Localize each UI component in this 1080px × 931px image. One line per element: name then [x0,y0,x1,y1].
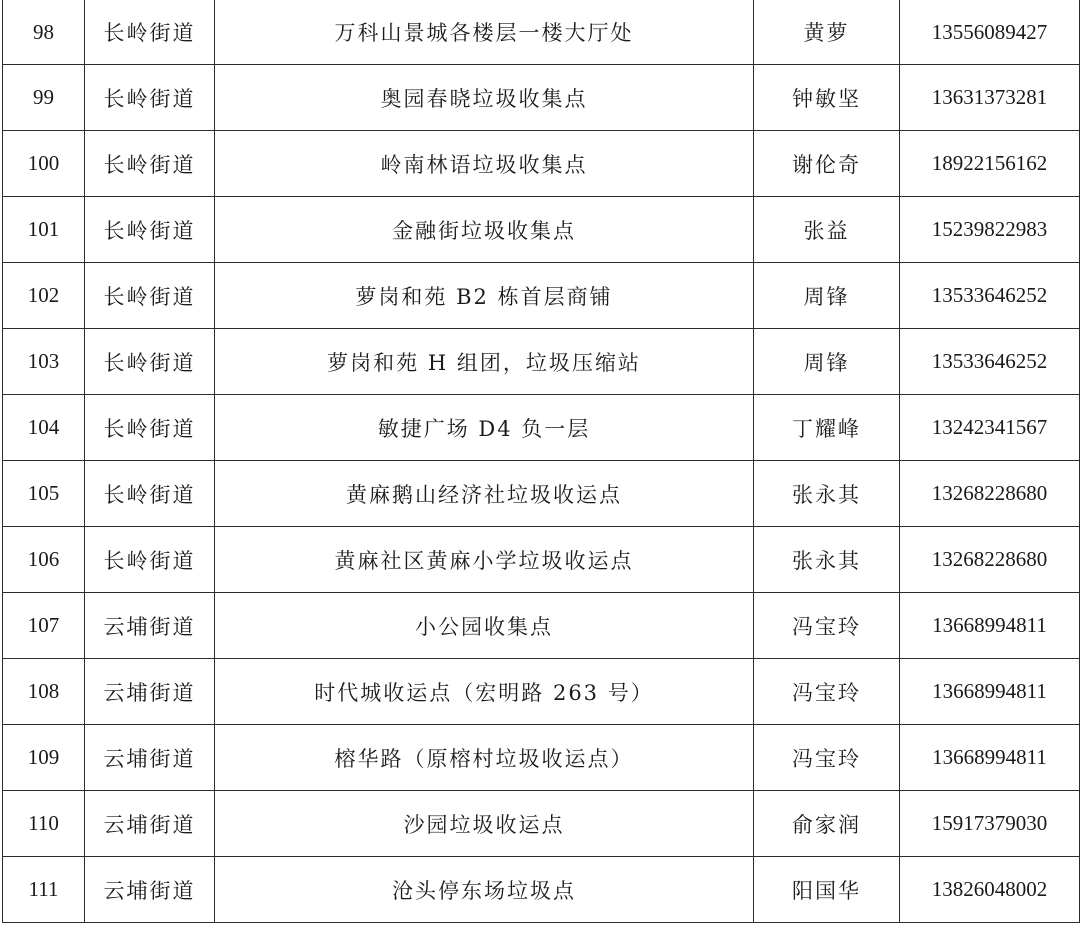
table-body [3,0,1080,923]
phone-cell: 13268228680 [900,527,1080,593]
contact-cell: 谢伦奇 [754,131,900,197]
collection-point-table [2,0,1080,923]
row-number-cell: 108 [3,659,85,725]
location-cell: 萝岗和苑 B2 栋首层商铺 [215,263,754,329]
contact-cell: 俞家润 [754,791,900,857]
table-row [3,725,1080,791]
street-cell: 云埔街道 [85,857,215,923]
phone-cell: 13668994811 [900,725,1080,791]
contact-cell: 张永其 [754,527,900,593]
location-cell: 榕华路（原榕村垃圾收运点） [215,725,754,791]
location-cell: 黄麻社区黄麻小学垃圾收运点 [215,527,754,593]
table-row [3,659,1080,725]
street-cell: 长岭街道 [85,461,215,527]
row-number-cell: 107 [3,593,85,659]
street-cell: 云埔街道 [85,659,215,725]
contact-cell: 周锋 [754,263,900,329]
street-cell: 长岭街道 [85,197,215,263]
phone-cell: 15239822983 [900,197,1080,263]
table-row [3,461,1080,527]
row-number-cell: 102 [3,263,85,329]
contact-cell: 周锋 [754,329,900,395]
street-cell: 长岭街道 [85,131,215,197]
row-number-cell: 100 [3,131,85,197]
phone-cell: 13826048002 [900,857,1080,923]
street-cell: 长岭街道 [85,527,215,593]
table-row [3,0,1080,65]
row-number-cell: 109 [3,725,85,791]
table-row [3,65,1080,131]
phone-cell: 13668994811 [900,659,1080,725]
street-cell: 长岭街道 [85,65,215,131]
location-cell: 黄麻鹅山经济社垃圾收运点 [215,461,754,527]
table-row [3,197,1080,263]
row-number-cell: 103 [3,329,85,395]
table-row [3,329,1080,395]
street-cell: 长岭街道 [85,263,215,329]
row-number-cell: 106 [3,527,85,593]
table-row [3,857,1080,923]
location-cell: 萝岗和苑 H 组团，垃圾压缩站 [215,329,754,395]
street-cell: 云埔街道 [85,725,215,791]
street-cell: 长岭街道 [85,0,215,65]
row-number-cell: 98 [3,0,85,65]
phone-cell: 13533646252 [900,329,1080,395]
table-row [3,395,1080,461]
phone-cell: 13268228680 [900,461,1080,527]
phone-cell: 13242341567 [900,395,1080,461]
location-cell: 小公园收集点 [215,593,754,659]
phone-cell: 18922156162 [900,131,1080,197]
contact-cell: 钟敏坚 [754,65,900,131]
row-number-cell: 111 [3,857,85,923]
table-row [3,791,1080,857]
row-number-cell: 104 [3,395,85,461]
contact-cell: 黄萝 [754,0,900,65]
street-cell: 云埔街道 [85,791,215,857]
phone-cell: 13533646252 [900,263,1080,329]
location-cell: 沧头停东场垃圾点 [215,857,754,923]
location-cell: 敏捷广场 D4 负一层 [215,395,754,461]
phone-cell: 15917379030 [900,791,1080,857]
contact-cell: 阳国华 [754,857,900,923]
row-number-cell: 110 [3,791,85,857]
table-row [3,593,1080,659]
phone-cell: 13556089427 [900,0,1080,65]
row-number-cell: 99 [3,65,85,131]
contact-cell: 丁耀峰 [754,395,900,461]
location-cell: 岭南林语垃圾收集点 [215,131,754,197]
row-number-cell: 105 [3,461,85,527]
contact-cell: 张益 [754,197,900,263]
table-row [3,527,1080,593]
contact-cell: 冯宝玲 [754,659,900,725]
location-cell: 沙园垃圾收运点 [215,791,754,857]
contact-cell: 冯宝玲 [754,593,900,659]
phone-cell: 13631373281 [900,65,1080,131]
phone-cell: 13668994811 [900,593,1080,659]
street-cell: 长岭街道 [85,329,215,395]
location-cell: 奥园春晓垃圾收集点 [215,65,754,131]
street-cell: 云埔街道 [85,593,215,659]
table-row [3,263,1080,329]
row-number-cell: 101 [3,197,85,263]
contact-cell: 冯宝玲 [754,725,900,791]
location-cell: 时代城收运点（宏明路 263 号） [215,659,754,725]
location-cell: 金融街垃圾收集点 [215,197,754,263]
location-cell: 万科山景城各楼层一楼大厅处 [215,0,754,65]
street-cell: 长岭街道 [85,395,215,461]
contact-cell: 张永其 [754,461,900,527]
table-row [3,131,1080,197]
